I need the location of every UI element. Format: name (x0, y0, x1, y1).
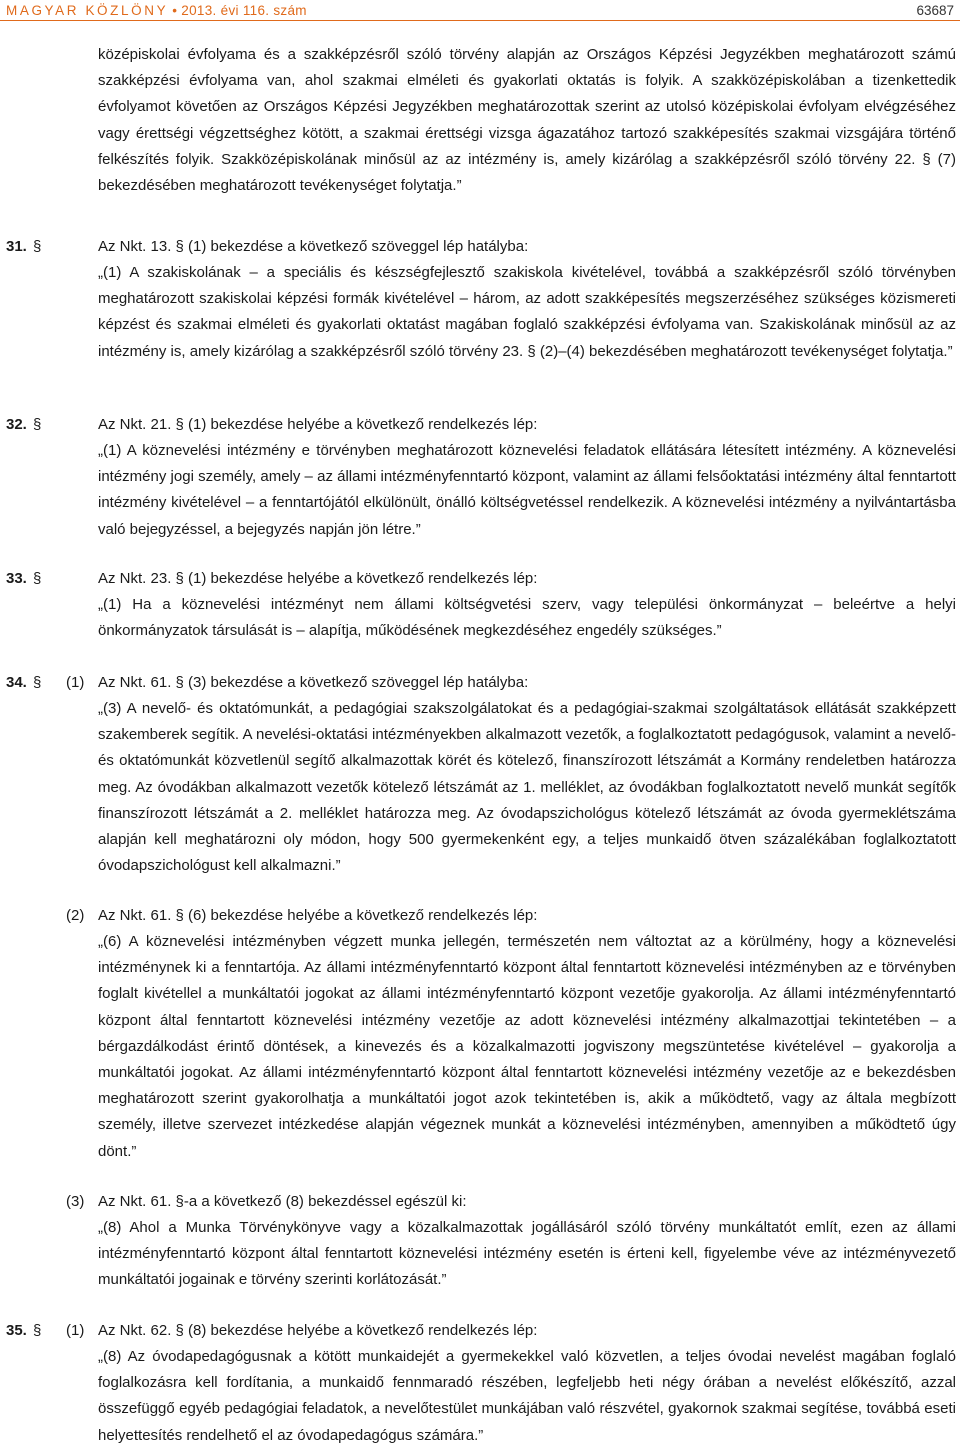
subsection-intro: Az Nkt. 61. § (6) bekezdése helyébe a következő rendelkezés lép: (98, 907, 538, 924)
section-symbol: § (33, 416, 42, 433)
section-number: 35. (6, 1322, 27, 1339)
section-number: 33. (6, 570, 27, 587)
subsection-intro: Az Nkt. 61. § (3) bekezdése a következő szöveggel lép hatályba: (98, 674, 529, 691)
subsection-intro: Az Nkt. 61. §-a a következő (8) bekezdéssel egészül ki: (98, 1193, 467, 1210)
section-symbol: § (33, 570, 42, 587)
section-quote (98, 260, 956, 365)
quote-text: „(8) Az óvodapedagógusnak a kötött munkaidejét a gyermekekkel való közvetlen, a teljes óvodai nevelést magában foglaló foglalkozásra kell fordítania, a munkaidő fennmaradó részében, legfeljebb heti négy órában a nevelést előkészítő, azzal összefüggő egyéb pedagógiai feladatok, a nevelőtestület munkájában való részvétel, gyakornok szakmai segítése, továbbá eseti helyettesítés rendelhető el az óvodapedagógus számára.” (98, 1348, 956, 1444)
quote-text: „(8) Ahol a Munka Törvénykönyve vagy a közalkalmazottak jogállásáról szóló törvény munkáltatót említ, ezen az állami intézményfenntartó központ által fenntartott köznevelési intézmény esetén is érteni kell, figyelembe véve az intézményvezető munkáltatói jogainak e törvény szerinti korlátozását.” (98, 1219, 956, 1289)
quote-text: „(1) A szakiskolának – a speciális és készségfejlesztő szakiskola kivételével, továbbá a szakképzésről szóló törvényben meghatározott szakiskolai képzési formák kivételével – három, az adott szakképesítés megszerzéséhez szükséges közismereti képzést és szakmai elméleti és gyakorlati oktatást magában foglaló szakképzési évfolyama van. Szakiskolának minősül az az intézmény is, amely kizárólag a szakképzésről szóló törvény 23. § (2)–(4) bekezdésében meghatározott tevékenységet folytatja.” (98, 264, 956, 360)
subsection-quote (98, 1344, 956, 1449)
journal-name: MAGYAR KÖZLÖNY (6, 3, 169, 18)
section-symbol: § (33, 674, 42, 691)
subsection-label: (2) (66, 907, 85, 924)
section-number: 31. (6, 238, 27, 255)
subsection-label: (1) (66, 1322, 85, 1339)
journal-title (6, 3, 307, 18)
section-quote (98, 592, 956, 644)
quote-text: „(3) A nevelő- és oktatómunkát, a pedagógiai szakszolgálatokat és a pedagógiai-szakmai szolgáltatások ellátását szakképzett szakemberek segítik. A nevelési-oktatási intézményekben alkalmazott vezetők, a foglalkoztatott pedagógusok, valamint a nevelő- és oktatómunkát közvetlenül segítő alkalmazottak körét és kötelező, finanszírozott létszámát a Kormány rendeletben határozza meg. Az óvodákban alkalmazott vezetők kötelező létszámát az 1. melléklet, az óvodákban foglalkoztatott nevelő munkát segítők finanszírozott létszámát a 2. melléklet határozza meg. Az óvodapszichológus kötelező létszámát az óvoda gyermeklétszáma alapján kell meghatározni oly módon, hogy 500 gyermekenként egy, a teljes munkaidő ötven százalékában foglalkoztatott óvodapszichológust kell alkalmazni.” (98, 700, 956, 875)
page-number: 63687 (916, 3, 954, 18)
subsection-label: (1) (66, 674, 85, 691)
section-symbol: § (33, 238, 42, 255)
section-intro: Az Nkt. 21. § (1) bekezdése helyébe a következő rendelkezés lép: (98, 416, 538, 433)
quote-text: „(1) A köznevelési intézmény e törvényben meghatározott köznevelési feladatok ellátására létesített intézmény. A köznevelési intézmény jogi személy, amely – az állami intézményfenntartó központ, valamint az állami felsőoktatási intézmény által fenntartott intézmény kivételével – a fenntartójától elkülönült, önálló költségvetéssel rendelkezik. A köznevelési intézmény a nyilvántartásba való bejegyzéssel, a bejegyzés napján jön létre.” (98, 442, 956, 538)
subsection-quote (98, 1215, 956, 1294)
subsection-intro: Az Nkt. 62. § (8) bekezdése helyébe a következő rendelkezés lép: (98, 1322, 538, 1339)
section-intro: Az Nkt. 13. § (1) bekezdése a következő szöveggel lép hatályba: (98, 238, 529, 255)
lead-text: középiskolai évfolyama és a szakképzésről szóló törvény alapján az Országos Képzési Jegyzékben meghatározott számú szakképzési évfolyama van, ahol szakmai elméleti és gyakorlati oktatás is folyik. A szakközépiskolában a tizenkettedik évfolyamot követően az Országos Képzési Jegyzékben meghatározottak szerint az utolsó középiskolai évfolyam elvégzéséhez vagy érettségi végzettséghez kötött, a szakmai érettségi vizsga ágazatához tartozó szakképesítés szakmai vizsgájára történő felkészítés folyik. Szakközépiskolának minősül az az intézmény is, amely kizárólag a szakképzésről szóló törvény 22. § (7) bekezdésében meghatározott tevékenységet folytatja.” (98, 46, 956, 195)
section-intro: Az Nkt. 23. § (1) bekezdése helyébe a következő rendelkezés lép: (98, 570, 538, 587)
section-number: 34. (6, 674, 27, 691)
lead-paragraph (98, 42, 956, 199)
header-rule (0, 20, 960, 21)
subsection-quote (98, 929, 956, 1165)
issue-label: • 2013. évi 116. szám (172, 3, 307, 18)
quote-text: „(6) A köznevelési intézményben végzett munka jellegén, természetén nem változtat az a körülmény, hogy a köznevelési intézménynek ki a fenntartója. Az állami intézményfenntartó központ által fenntartott köznevelési intézményben az e törvényben foglalt kivétellel a munkáltatói jogokat az állami intézményfenntartó központ vezetője gyakorolja. Az állami intézményfenntartó központ által fenntartott köznevelési intézmény vezetője az adott köznevelési intézmény alkalmazottjai tekintetében – a bérgazdálkodást érintő döntések, a kinevezés és a közalkalmazotti jogviszony megszüntetése kivételével – gyakorolja a munkáltatói jogokat. Az állami intézményfenntartó központ által fenntartott köznevelési intézmény vezetője az e bekezdésben meghatározott szerint gyakorolhatja a munkáltatói jogot azok tekintetében is, akik a működtető, vagy az általa megbízott személy, illetve szervezet intézkedése alapján végeznek munkát a köznevelési intézményben, amennyiben a működtető úgy dönt.” (98, 933, 956, 1160)
section-symbol: § (33, 1322, 42, 1339)
subsection-quote (98, 696, 956, 879)
section-quote (98, 438, 956, 543)
section-number: 32. (6, 416, 27, 433)
quote-text: „(1) Ha a köznevelési intézményt nem állami költségvetési szerv, vagy települési önkormányzat – beleértve a helyi önkormányzatok társulását is – alapítja, működésének megkezdéséhez engedély szükséges.” (98, 596, 956, 640)
subsection-label: (3) (66, 1193, 85, 1210)
page-header (0, 0, 960, 21)
